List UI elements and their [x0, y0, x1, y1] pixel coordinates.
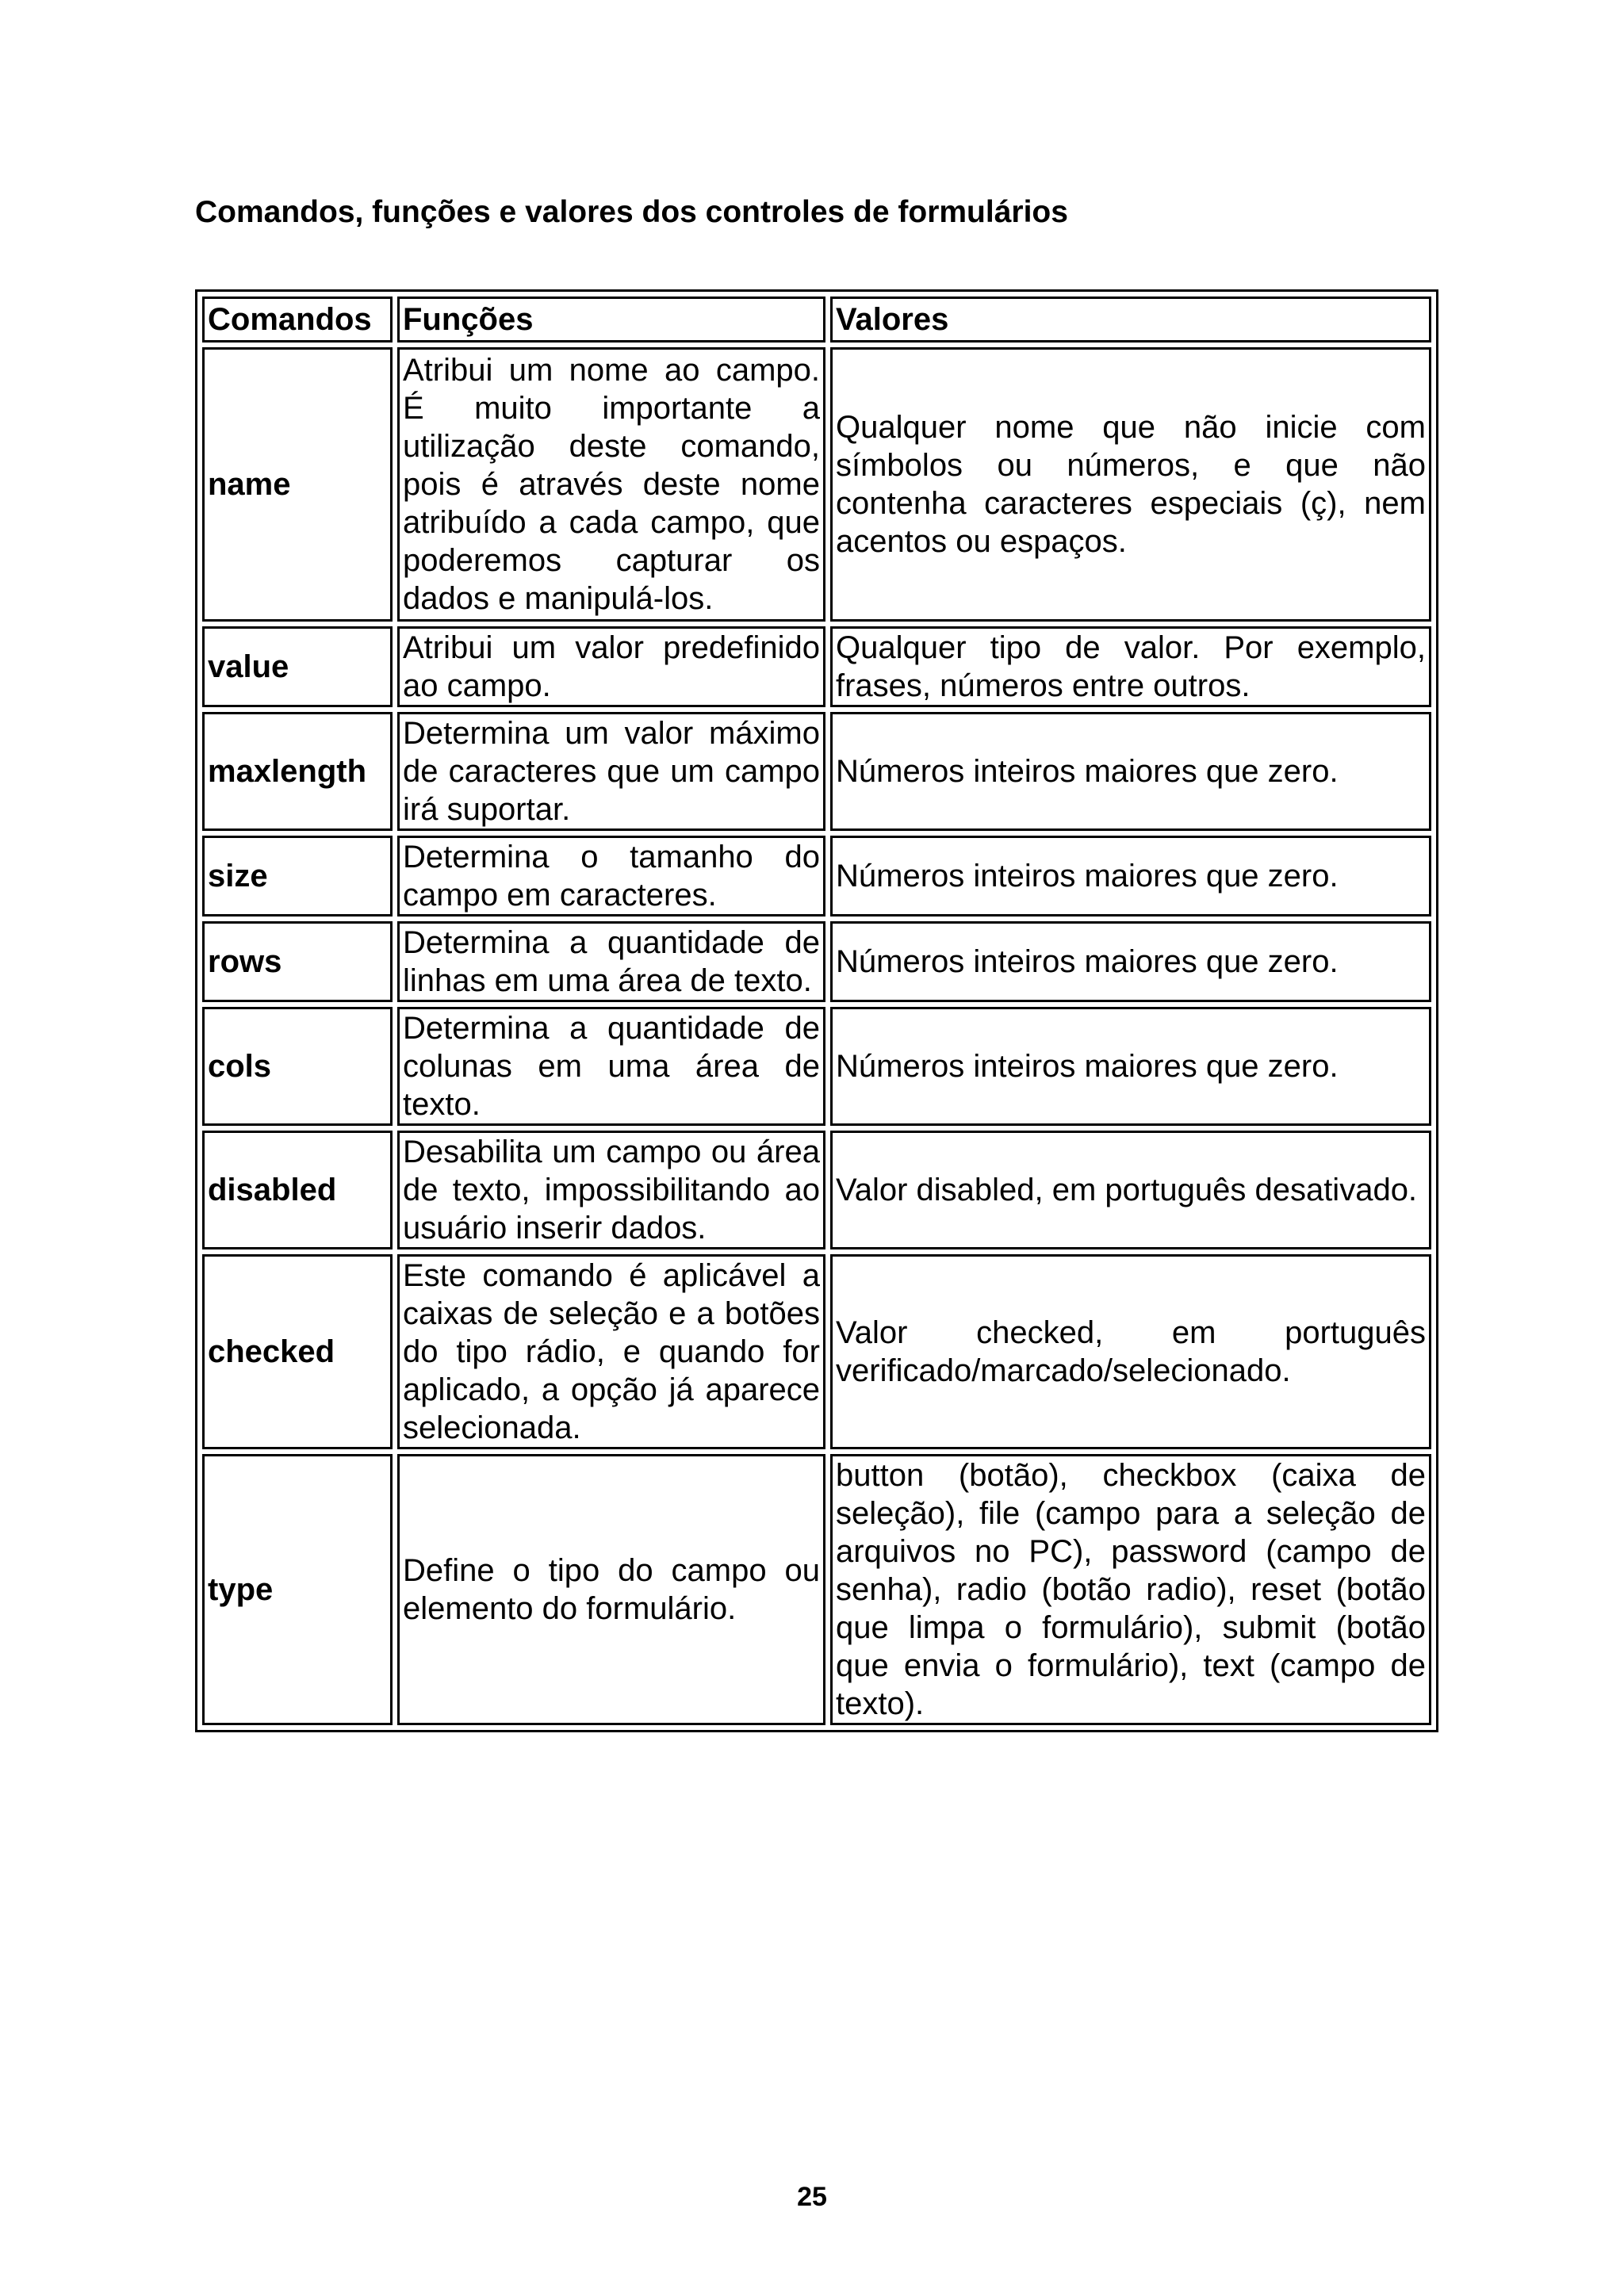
- function-cell: Este comando é aplicável a caixas de seleção e a botões do tipo rádio, e quando for aplicado, a opção já aparece selecionada.: [397, 1254, 825, 1449]
- function-cell: Atribui um nome ao campo. É muito importante a utilização deste comando, pois é através deste nome atribuído a cada campo, que poderemos capturar os dados e manipulá-los.: [397, 347, 825, 622]
- table-header-row: [202, 297, 1431, 342]
- function-cell: Determina a quantidade de linhas em uma área de texto.: [397, 921, 825, 1002]
- table-row: [202, 1254, 1431, 1449]
- command-cell: value: [202, 626, 393, 707]
- command-cell: maxlength: [202, 712, 393, 831]
- command-cell: cols: [202, 1007, 393, 1126]
- command-cell: disabled: [202, 1131, 393, 1249]
- value-cell: Qualquer nome que não inicie com símbolos ou números, e que não contenha caracteres especiais (ç), nem acentos ou espaços.: [830, 347, 1431, 622]
- value-cell: Números inteiros maiores que zero.: [830, 712, 1431, 831]
- table-row: [202, 347, 1431, 622]
- function-cell: Desabilita um campo ou área de texto, impossibilitando ao usuário inserir dados.: [397, 1131, 825, 1249]
- table-row: [202, 712, 1431, 831]
- header-funcoes: Funções: [397, 297, 825, 342]
- command-cell: rows: [202, 921, 393, 1002]
- value-cell: button (botão), checkbox (caixa de seleção), file (campo para a seleção de arquivos no PC), password (campo de senha), radio (botão radio), reset (botão que limpa o formulário), submit (botão que envia o formulário), text (campo de texto).: [830, 1454, 1431, 1725]
- value-cell: Qualquer tipo de valor. Por exemplo, frases, números entre outros.: [830, 626, 1431, 707]
- table-row: [202, 921, 1431, 1002]
- table-row: [202, 626, 1431, 707]
- value-cell: Números inteiros maiores que zero.: [830, 921, 1431, 1002]
- commands-table: [195, 289, 1438, 1732]
- table-row: [202, 1007, 1431, 1126]
- function-cell: Determina a quantidade de colunas em uma área de texto.: [397, 1007, 825, 1126]
- value-cell: Valor checked, em português verificado/marcado/selecionado.: [830, 1254, 1431, 1449]
- function-cell: Define o tipo do campo ou elemento do formulário.: [397, 1454, 825, 1725]
- page-number: 25: [797, 2182, 827, 2212]
- value-cell: Valor disabled, em português desativado.: [830, 1131, 1431, 1249]
- commands-table-container: [195, 289, 1438, 1732]
- page-title: Comandos, funções e valores dos controles de formulários: [195, 195, 1068, 229]
- table-row: [202, 836, 1431, 916]
- table-row: [202, 1454, 1431, 1725]
- function-cell: Determina um valor máximo de caracteres que um campo irá suportar.: [397, 712, 825, 831]
- value-cell: Números inteiros maiores que zero.: [830, 836, 1431, 916]
- value-cell: Números inteiros maiores que zero.: [830, 1007, 1431, 1126]
- table-row: [202, 1131, 1431, 1249]
- command-cell: size: [202, 836, 393, 916]
- function-cell: Determina o tamanho do campo em caracteres.: [397, 836, 825, 916]
- command-cell: type: [202, 1454, 393, 1725]
- function-cell: Atribui um valor predefinido ao campo.: [397, 626, 825, 707]
- header-valores: Valores: [830, 297, 1431, 342]
- header-comandos: Comandos: [202, 297, 393, 342]
- command-cell: checked: [202, 1254, 393, 1449]
- command-cell: name: [202, 347, 393, 622]
